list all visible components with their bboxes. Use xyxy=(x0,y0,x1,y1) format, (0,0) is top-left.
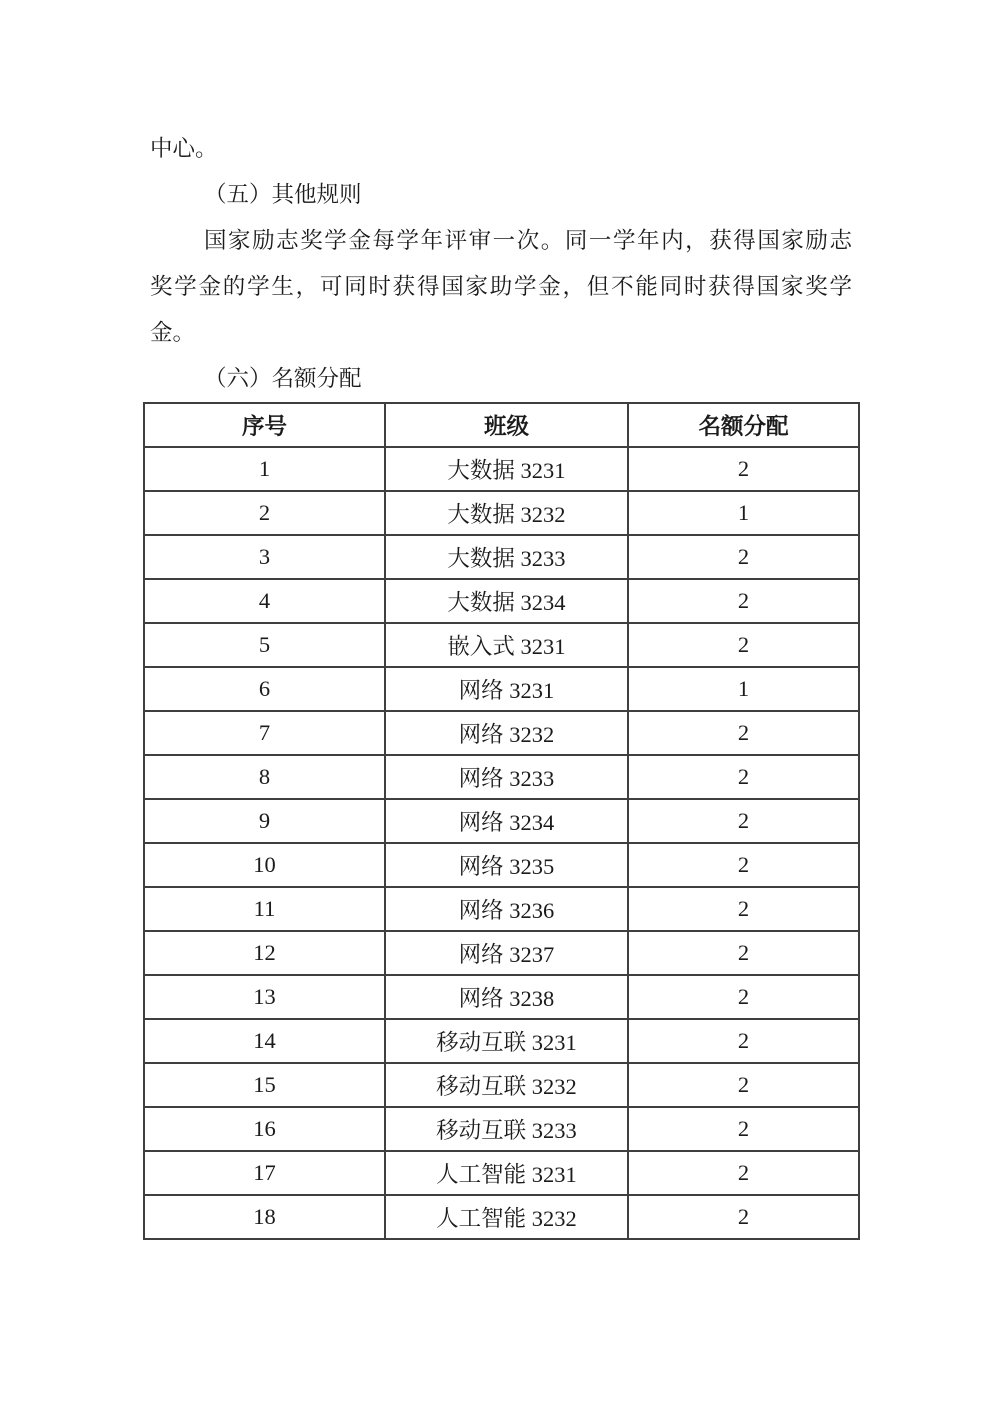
table-cell: 大数据 3233 xyxy=(385,535,628,579)
table-cell: 2 xyxy=(628,931,859,975)
section-heading-six: （六）名额分配 xyxy=(204,366,362,391)
table-row xyxy=(144,447,859,491)
table-cell: 网络 3234 xyxy=(385,799,628,843)
table-cell: 3 xyxy=(144,535,385,579)
table-cell: 移动互联 3232 xyxy=(385,1063,628,1107)
table-cell: 2 xyxy=(628,887,859,931)
table-cell: 大数据 3231 xyxy=(385,447,628,491)
table-cell: 2 xyxy=(628,447,859,491)
table-cell: 12 xyxy=(144,931,385,975)
table-cell: 2 xyxy=(628,711,859,755)
section-heading-five: （五）其他规则 xyxy=(204,182,362,207)
paragraph-rules xyxy=(150,218,852,356)
table-row xyxy=(144,799,859,843)
table-row xyxy=(144,711,859,755)
table-row xyxy=(144,535,859,579)
table-cell: 11 xyxy=(144,887,385,931)
table-cell: 4 xyxy=(144,579,385,623)
table-row xyxy=(144,667,859,711)
table-cell: 16 xyxy=(144,1107,385,1151)
table-cell: 15 xyxy=(144,1063,385,1107)
table-cell: 网络 3238 xyxy=(385,975,628,1019)
quota-table-head xyxy=(144,403,859,447)
table-cell: 人工智能 3231 xyxy=(385,1151,628,1195)
column-header-class: 班级 xyxy=(385,403,628,447)
quota-table-body xyxy=(144,447,859,1239)
table-cell: 10 xyxy=(144,843,385,887)
table-cell: 网络 3231 xyxy=(385,667,628,711)
table-header-row xyxy=(144,403,859,447)
table-cell: 9 xyxy=(144,799,385,843)
table-row xyxy=(144,975,859,1019)
paragraph-rules-line-1: 国家励志奖学金每学年评审一次。同一学年内，获得国家励志 xyxy=(204,228,852,253)
table-row xyxy=(144,579,859,623)
paragraph-center: 中心。 xyxy=(150,136,218,161)
table-cell: 1 xyxy=(144,447,385,491)
table-cell: 网络 3236 xyxy=(385,887,628,931)
table-cell: 14 xyxy=(144,1019,385,1063)
table-row xyxy=(144,1107,859,1151)
paragraph-rules-line-2: 奖学金的学生，可同时获得国家助学金，但不能同时获得国家奖学 xyxy=(150,274,852,299)
table-cell: 1 xyxy=(628,667,859,711)
table-cell: 2 xyxy=(628,1107,859,1151)
table-cell: 2 xyxy=(628,579,859,623)
table-cell: 网络 3237 xyxy=(385,931,628,975)
table-cell: 网络 3235 xyxy=(385,843,628,887)
table-cell: 2 xyxy=(628,1063,859,1107)
table-cell: 2 xyxy=(628,623,859,667)
table-cell: 17 xyxy=(144,1151,385,1195)
table-cell: 2 xyxy=(628,975,859,1019)
table-cell: 2 xyxy=(628,843,859,887)
table-cell: 13 xyxy=(144,975,385,1019)
table-row xyxy=(144,1019,859,1063)
table-cell: 2 xyxy=(628,535,859,579)
table-row xyxy=(144,755,859,799)
table-cell: 大数据 3234 xyxy=(385,579,628,623)
table-cell: 网络 3232 xyxy=(385,711,628,755)
table-row xyxy=(144,887,859,931)
table-cell: 18 xyxy=(144,1195,385,1239)
table-row xyxy=(144,1195,859,1239)
table-row xyxy=(144,1063,859,1107)
table-cell: 2 xyxy=(628,1019,859,1063)
table-cell: 人工智能 3232 xyxy=(385,1195,628,1239)
table-cell: 移动互联 3231 xyxy=(385,1019,628,1063)
quota-table xyxy=(143,402,860,1240)
table-cell: 移动互联 3233 xyxy=(385,1107,628,1151)
table-row xyxy=(144,491,859,535)
table-cell: 大数据 3232 xyxy=(385,491,628,535)
table-cell: 7 xyxy=(144,711,385,755)
table-cell: 2 xyxy=(628,755,859,799)
table-cell: 2 xyxy=(144,491,385,535)
paragraph-rules-line-3: 金。 xyxy=(150,320,196,345)
table-cell: 1 xyxy=(628,491,859,535)
table-row xyxy=(144,931,859,975)
table-cell: 嵌入式 3231 xyxy=(385,623,628,667)
table-cell: 2 xyxy=(628,1151,859,1195)
column-header-quota: 名额分配 xyxy=(628,403,859,447)
table-cell: 2 xyxy=(628,799,859,843)
table-cell: 5 xyxy=(144,623,385,667)
table-cell: 6 xyxy=(144,667,385,711)
table-cell: 2 xyxy=(628,1195,859,1239)
table-row xyxy=(144,843,859,887)
table-row xyxy=(144,623,859,667)
column-header-index: 序号 xyxy=(144,403,385,447)
table-cell: 8 xyxy=(144,755,385,799)
table-row xyxy=(144,1151,859,1195)
table-cell: 网络 3233 xyxy=(385,755,628,799)
